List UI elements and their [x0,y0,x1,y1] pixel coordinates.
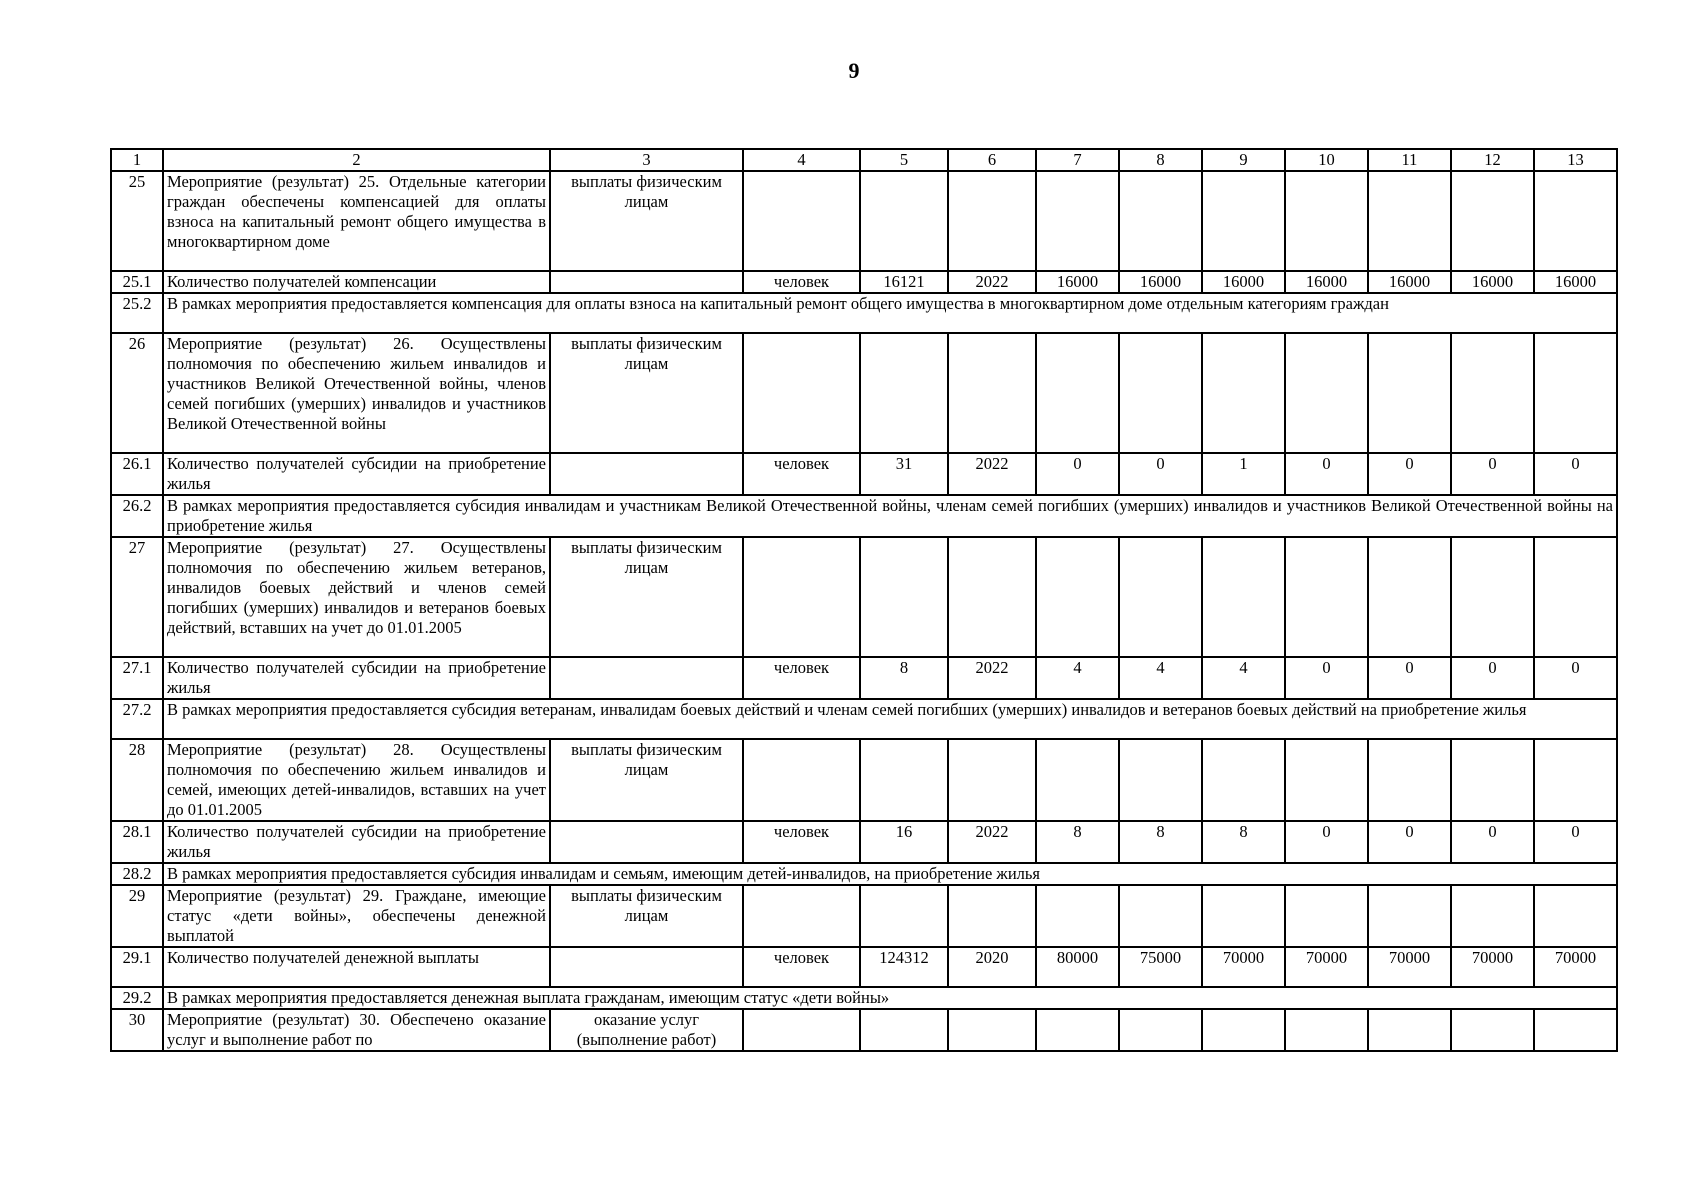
event-type: оказание услуг (выполнение работ) [550,1009,743,1051]
row-number: 26 [111,333,163,453]
empty-cell [1285,333,1368,453]
empty-cell [1036,885,1119,947]
row-number: 25 [111,171,163,271]
empty-cell [1451,171,1534,271]
empty-cell [1119,739,1202,821]
year-value-cell: 0 [1285,453,1368,495]
row-number: 28 [111,739,163,821]
indicator-name: Количество получателей компенсации [163,271,550,293]
year-value-cell: 4 [1119,657,1202,699]
event-name: Мероприятие (результат) 27. Осуществлены полномочия по обеспечению жильем ветеранов, инвалидов боевых действий и членов семей погибших (умерших) инвалидов и ветеранов боевых действий, вставших на учет до 01.01.2005 [163,537,550,657]
description-text: В рамках мероприятия предоставляется компенсация для оплаты взноса на капитальный ремонт общего имущества в многоквартирном доме отдельным категориям граждан [163,293,1617,333]
event-name: Мероприятие (результат) 28. Осуществлены полномочия по обеспечению жильем инвалидов и семей, имеющих детей-инвалидов, вставших на учет до 01.01.2005 [163,739,550,821]
empty-cell [1202,333,1285,453]
empty-cell [860,333,948,453]
empty-cell [1202,171,1285,271]
year-value-cell: 0 [1451,657,1534,699]
measures-table [110,148,1618,1052]
year-value-cell: 70000 [1368,947,1451,987]
year-value-cell: 8 [1036,821,1119,863]
year-value-cell: 70000 [1534,947,1617,987]
unit-cell: человек [743,453,860,495]
empty-cell [1451,333,1534,453]
empty-cell [1451,739,1534,821]
event-row [111,537,1617,657]
empty-cell [743,739,860,821]
row-number: 29.2 [111,987,163,1009]
year-value-cell: 4 [1036,657,1119,699]
indicator-type [550,821,743,863]
empty-cell [1285,1009,1368,1051]
row-number: 27 [111,537,163,657]
base-year-cell: 2022 [948,453,1036,495]
empty-cell [1202,537,1285,657]
description-text: В рамках мероприятия предоставляется субсидия ветеранам, инвалидам боевых действий и членам семей погибших (умерших) инвалидов и ветеранов боевых действий на приобретение жилья [163,699,1617,739]
indicator-name: Количество получателей денежной выплаты [163,947,550,987]
empty-cell [743,537,860,657]
unit-cell: человек [743,821,860,863]
indicator-row [111,821,1617,863]
column-number-cell: 3 [550,149,743,171]
empty-cell [860,739,948,821]
row-number: 26.2 [111,495,163,537]
year-value-cell: 75000 [1119,947,1202,987]
empty-cell [1368,333,1451,453]
year-value-cell: 0 [1285,657,1368,699]
base-year-cell: 2022 [948,657,1036,699]
empty-cell [743,171,860,271]
row-number: 29.1 [111,947,163,987]
column-number-cell: 13 [1534,149,1617,171]
description-row [111,863,1617,885]
empty-cell [1036,333,1119,453]
description-row [111,699,1617,739]
base-year-cell: 2022 [948,271,1036,293]
event-row [111,1009,1617,1051]
empty-cell [1285,171,1368,271]
empty-cell [948,739,1036,821]
event-type: выплаты физическим лицам [550,537,743,657]
event-type: выплаты физическим лицам [550,333,743,453]
column-number-cell: 7 [1036,149,1119,171]
unit-cell: человек [743,657,860,699]
year-value-cell: 0 [1534,453,1617,495]
empty-cell [1368,885,1451,947]
row-number: 30 [111,1009,163,1051]
year-value-cell: 16000 [1534,271,1617,293]
row-number: 28.1 [111,821,163,863]
year-value-cell: 16000 [1285,271,1368,293]
row-number: 25.1 [111,271,163,293]
year-value-cell: 0 [1368,821,1451,863]
description-row [111,293,1617,333]
indicator-name: Количество получателей субсидии на приобретение жилья [163,657,550,699]
event-row [111,739,1617,821]
base-value-cell: 124312 [860,947,948,987]
year-value-cell: 0 [1368,657,1451,699]
year-value-cell: 0 [1119,453,1202,495]
year-value-cell: 16000 [1368,271,1451,293]
event-name: Мероприятие (результат) 30. Обеспечено оказание услуг и выполнение работ по [163,1009,550,1051]
year-value-cell: 70000 [1285,947,1368,987]
empty-cell [743,1009,860,1051]
column-number-cell: 6 [948,149,1036,171]
empty-cell [1451,1009,1534,1051]
empty-cell [1534,885,1617,947]
event-type: выплаты физическим лицам [550,739,743,821]
column-number-cell: 8 [1119,149,1202,171]
year-value-cell: 0 [1368,453,1451,495]
empty-cell [1036,171,1119,271]
unit-cell: человек [743,271,860,293]
empty-cell [1451,537,1534,657]
column-number-cell: 5 [860,149,948,171]
table-header-row [111,149,1617,171]
event-type: выплаты физическим лицам [550,885,743,947]
year-value-cell: 70000 [1202,947,1285,987]
year-value-cell: 0 [1036,453,1119,495]
column-number-cell: 2 [163,149,550,171]
year-value-cell: 16000 [1119,271,1202,293]
indicator-type [550,271,743,293]
event-name: Мероприятие (результат) 29. Граждане, имеющие статус «дети войны», обеспечены денежной выплатой [163,885,550,947]
indicator-type [550,657,743,699]
year-value-cell: 8 [1202,821,1285,863]
description-row [111,495,1617,537]
empty-cell [1534,171,1617,271]
empty-cell [1036,537,1119,657]
indicator-row [111,947,1617,987]
base-value-cell: 16 [860,821,948,863]
indicator-type [550,947,743,987]
empty-cell [948,333,1036,453]
indicator-row [111,271,1617,293]
empty-cell [743,885,860,947]
empty-cell [860,537,948,657]
empty-cell [1451,885,1534,947]
column-number-cell: 10 [1285,149,1368,171]
empty-cell [1119,537,1202,657]
empty-cell [948,537,1036,657]
empty-cell [743,333,860,453]
event-name: Мероприятие (результат) 25. Отдельные категории граждан обеспечены компенсацией для оплаты взноса на капитальный ремонт общего имущества в многоквартирном доме [163,171,550,271]
empty-cell [1368,739,1451,821]
empty-cell [1368,171,1451,271]
year-value-cell: 0 [1534,821,1617,863]
empty-cell [1036,739,1119,821]
year-value-cell: 16000 [1202,271,1285,293]
row-number: 25.2 [111,293,163,333]
empty-cell [860,171,948,271]
column-number-cell: 9 [1202,149,1285,171]
empty-cell [948,171,1036,271]
empty-cell [1534,333,1617,453]
indicator-name: Количество получателей субсидии на приобретение жилья [163,821,550,863]
base-value-cell: 8 [860,657,948,699]
year-value-cell: 16000 [1036,271,1119,293]
empty-cell [1285,739,1368,821]
event-name: Мероприятие (результат) 26. Осуществлены полномочия по обеспечению жильем инвалидов и участников Великой Отечественной войны, членов семей погибших (умерших) инвалидов и участников Великой Отечественной войны [163,333,550,453]
year-value-cell: 8 [1119,821,1202,863]
year-value-cell: 70000 [1451,947,1534,987]
event-type: выплаты физическим лицам [550,171,743,271]
empty-cell [1368,1009,1451,1051]
empty-cell [1036,1009,1119,1051]
indicator-type [550,453,743,495]
column-number-cell: 11 [1368,149,1451,171]
page-number: 9 [848,58,860,83]
year-value-cell: 0 [1285,821,1368,863]
empty-cell [1534,739,1617,821]
empty-cell [1119,1009,1202,1051]
empty-cell [1285,537,1368,657]
empty-cell [860,1009,948,1051]
indicator-row [111,453,1617,495]
base-value-cell: 16121 [860,271,948,293]
event-row [111,885,1617,947]
event-row [111,333,1617,453]
year-value-cell: 0 [1451,453,1534,495]
empty-cell [1119,885,1202,947]
year-value-cell: 0 [1451,821,1534,863]
indicator-row [111,657,1617,699]
empty-cell [1202,739,1285,821]
description-text: В рамках мероприятия предоставляется субсидия инвалидам и семьям, имеющим детей-инвалидов, на приобретение жилья [163,863,1617,885]
base-year-cell: 2020 [948,947,1036,987]
empty-cell [1202,885,1285,947]
year-value-cell: 1 [1202,453,1285,495]
empty-cell [1368,537,1451,657]
year-value-cell: 80000 [1036,947,1119,987]
empty-cell [1119,171,1202,271]
empty-cell [1202,1009,1285,1051]
description-text: В рамках мероприятия предоставляется денежная выплата гражданам, имеющим статус «дети войны» [163,987,1617,1009]
column-number-cell: 4 [743,149,860,171]
empty-cell [1534,1009,1617,1051]
empty-cell [860,885,948,947]
empty-cell [1534,537,1617,657]
empty-cell [1119,333,1202,453]
row-number: 27.2 [111,699,163,739]
row-number: 29 [111,885,163,947]
indicator-name: Количество получателей субсидии на приобретение жилья [163,453,550,495]
year-value-cell: 0 [1534,657,1617,699]
column-number-cell: 1 [111,149,163,171]
year-value-cell: 4 [1202,657,1285,699]
empty-cell [948,1009,1036,1051]
year-value-cell: 16000 [1451,271,1534,293]
base-value-cell: 31 [860,453,948,495]
empty-cell [948,885,1036,947]
description-text: В рамках мероприятия предоставляется субсидия инвалидам и участникам Великой Отечественной войны, членам семей погибших (умерших) инвалидов и участников Великой Отечественной войны на приобретение жилья [163,495,1617,537]
empty-cell [1285,885,1368,947]
event-row [111,171,1617,271]
unit-cell: человек [743,947,860,987]
base-year-cell: 2022 [948,821,1036,863]
row-number: 28.2 [111,863,163,885]
row-number: 27.1 [111,657,163,699]
row-number: 26.1 [111,453,163,495]
description-row [111,987,1617,1009]
column-number-cell: 12 [1451,149,1534,171]
